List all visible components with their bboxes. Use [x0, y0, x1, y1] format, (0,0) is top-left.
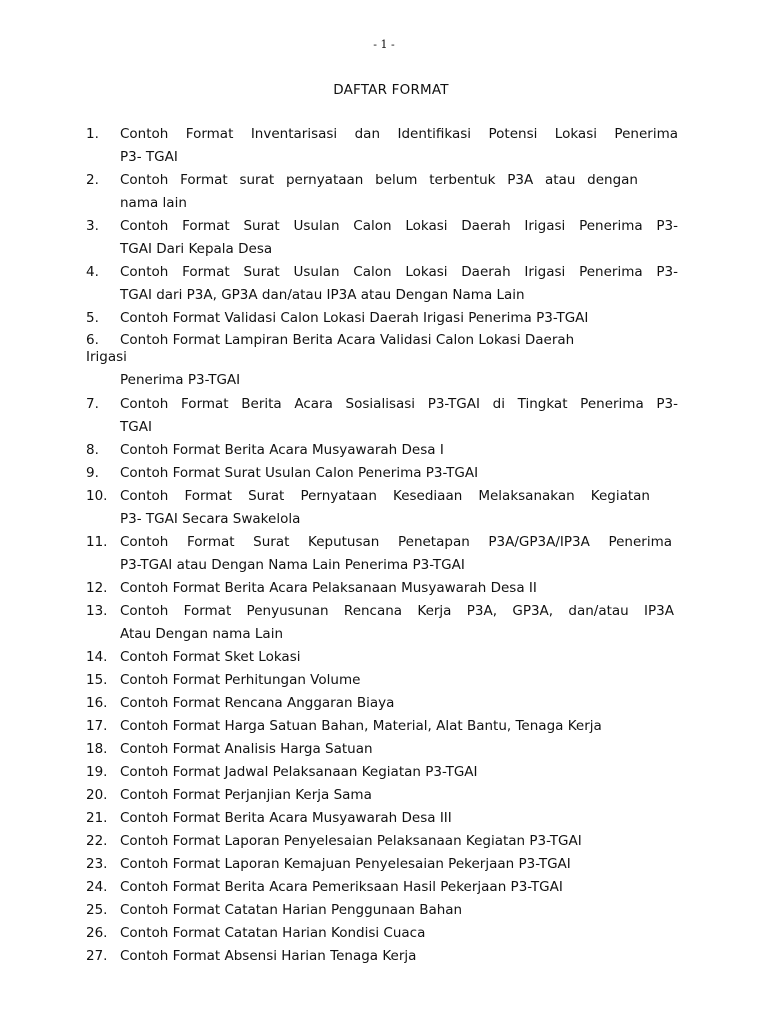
item-number: 21.	[86, 810, 108, 826]
list-item	[86, 462, 678, 485]
item-text: Contoh Format Berita Acara Sosialisasi P3-TGAI di Tingkat Penerima P3-	[120, 396, 678, 412]
list-item	[86, 646, 678, 669]
item-number: 12.	[86, 580, 108, 596]
item-text: Contoh Format Berita Acara Musyawarah Desa III	[120, 810, 452, 826]
list-item	[86, 669, 678, 692]
item-text: Contoh Format Surat Usulan Calon Lokasi Daerah Irigasi Penerima P3-	[120, 218, 678, 234]
item-number: 19.	[86, 764, 108, 780]
item-text: nama lain	[120, 195, 187, 211]
page-number: - 1 -	[373, 38, 395, 51]
item-number: 22.	[86, 833, 108, 849]
item-number: 10.	[86, 488, 108, 504]
item-text: Contoh Format Berita Acara Pemeriksaan Hasil Pekerjaan P3-TGAI	[120, 879, 563, 895]
list-item	[86, 715, 678, 738]
item-text: Penerima P3-TGAI	[120, 372, 241, 388]
list-item	[86, 784, 678, 807]
list-item	[86, 922, 678, 945]
list-item	[86, 123, 678, 169]
item-number: 4.	[86, 264, 99, 280]
list-item	[86, 393, 678, 439]
item-number: 17.	[86, 718, 108, 734]
list-item	[86, 485, 678, 531]
item-text: Contoh Format Surat Keputusan Penetapan P3A/GP3A/IP3A Penerima	[120, 534, 672, 550]
item-text: Atau Dengan nama Lain	[120, 626, 284, 642]
item-text: Contoh Format Surat Pernyataan Kesediaan Melaksanakan Kegiatan	[120, 488, 650, 504]
list-item	[86, 761, 678, 784]
list-item	[86, 531, 678, 577]
item-number: 9.	[86, 465, 99, 481]
item-text: Contoh Format Jadwal Pelaksanaan Kegiatan P3-TGAI	[120, 764, 478, 780]
item-number: 6.	[86, 332, 99, 348]
list-item	[86, 307, 678, 330]
list-item	[86, 261, 678, 307]
list-item	[86, 692, 678, 715]
list-item	[86, 853, 678, 876]
item-text: TGAI	[120, 419, 152, 435]
list-item	[86, 169, 678, 215]
item-number: 24.	[86, 879, 108, 895]
item-number: 18.	[86, 741, 108, 757]
item-number: 1.	[86, 126, 99, 142]
list-item	[86, 215, 678, 261]
item-number: 13.	[86, 603, 108, 619]
item-number: 15.	[86, 672, 108, 688]
item-text: P3- TGAI Secara Swakelola	[120, 511, 301, 527]
list-item	[86, 807, 678, 830]
list-item	[86, 439, 678, 462]
item-number: 5.	[86, 310, 99, 326]
list-item	[86, 332, 678, 393]
item-text: Contoh Format Perjanjian Kerja Sama	[120, 787, 372, 803]
item-text: Contoh Format surat pernyataan belum terbentuk P3A atau dengan	[120, 172, 638, 188]
item-number: 16.	[86, 695, 108, 711]
list-item	[86, 830, 678, 853]
item-text: Irigasi	[86, 349, 127, 365]
item-text: Contoh Format Absensi Harian Tenaga Kerja	[120, 948, 417, 964]
item-text: Contoh Format Validasi Calon Lokasi Daerah Irigasi Penerima P3-TGAI	[120, 310, 589, 326]
item-text: TGAI Dari Kepala Desa	[120, 241, 273, 257]
item-text: Contoh Format Inventarisasi dan Identifikasi Potensi Lokasi Penerima	[120, 126, 678, 142]
item-text: Contoh Format Perhitungan Volume	[120, 672, 361, 688]
list-item	[86, 600, 678, 646]
item-text: Contoh Format Berita Acara Musyawarah Desa I	[120, 442, 444, 458]
item-text: Contoh Format Catatan Harian Kondisi Cuaca	[120, 925, 426, 941]
list-item	[86, 876, 678, 899]
item-text: Contoh Format Catatan Harian Penggunaan Bahan	[120, 902, 463, 918]
format-list	[86, 123, 678, 968]
item-text: TGAI dari P3A, GP3A dan/atau IP3A atau Dengan Nama Lain	[120, 287, 525, 303]
item-text: Contoh Format Lampiran Berita Acara Validasi Calon Lokasi Daerah	[120, 332, 575, 348]
page-title: DAFTAR FORMAT	[333, 82, 449, 98]
item-number: 7.	[86, 396, 99, 412]
item-text: Contoh Format Penyusunan Rencana Kerja P3A, GP3A, dan/atau IP3A	[120, 603, 674, 619]
list-item	[86, 577, 678, 600]
item-number: 27.	[86, 948, 108, 964]
item-number: 20.	[86, 787, 108, 803]
item-text: Contoh Format Rencana Anggaran Biaya	[120, 695, 395, 711]
item-number: 11.	[86, 534, 108, 550]
item-number: 3.	[86, 218, 99, 234]
item-text: Contoh Format Surat Usulan Calon Lokasi Daerah Irigasi Penerima P3-	[120, 264, 678, 280]
list-item	[86, 945, 678, 968]
item-number: 14.	[86, 649, 108, 665]
item-text: Contoh Format Laporan Kemajuan Penyelesaian Pekerjaan P3-TGAI	[120, 856, 571, 872]
item-number: 26.	[86, 925, 108, 941]
item-text: Contoh Format Laporan Penyelesaian Pelaksanaan Kegiatan P3-TGAI	[120, 833, 582, 849]
item-number: 25.	[86, 902, 108, 918]
item-text: Contoh Format Surat Usulan Calon Penerima P3-TGAI	[120, 465, 479, 481]
item-text: Contoh Format Berita Acara Pelaksanaan Musyawarah Desa II	[120, 580, 537, 596]
item-number: 8.	[86, 442, 99, 458]
item-number: 2.	[86, 172, 99, 188]
item-text: Contoh Format Analisis Harga Satuan	[120, 741, 373, 757]
item-text: P3- TGAI	[120, 149, 178, 165]
item-text: Contoh Format Harga Satuan Bahan, Material, Alat Bantu, Tenaga Kerja	[120, 718, 602, 734]
item-text: Contoh Format Sket Lokasi	[120, 649, 301, 665]
list-item	[86, 738, 678, 761]
item-text: P3-TGAI atau Dengan Nama Lain Penerima P3-TGAI	[120, 557, 465, 573]
item-number: 23.	[86, 856, 108, 872]
list-item	[86, 899, 678, 922]
